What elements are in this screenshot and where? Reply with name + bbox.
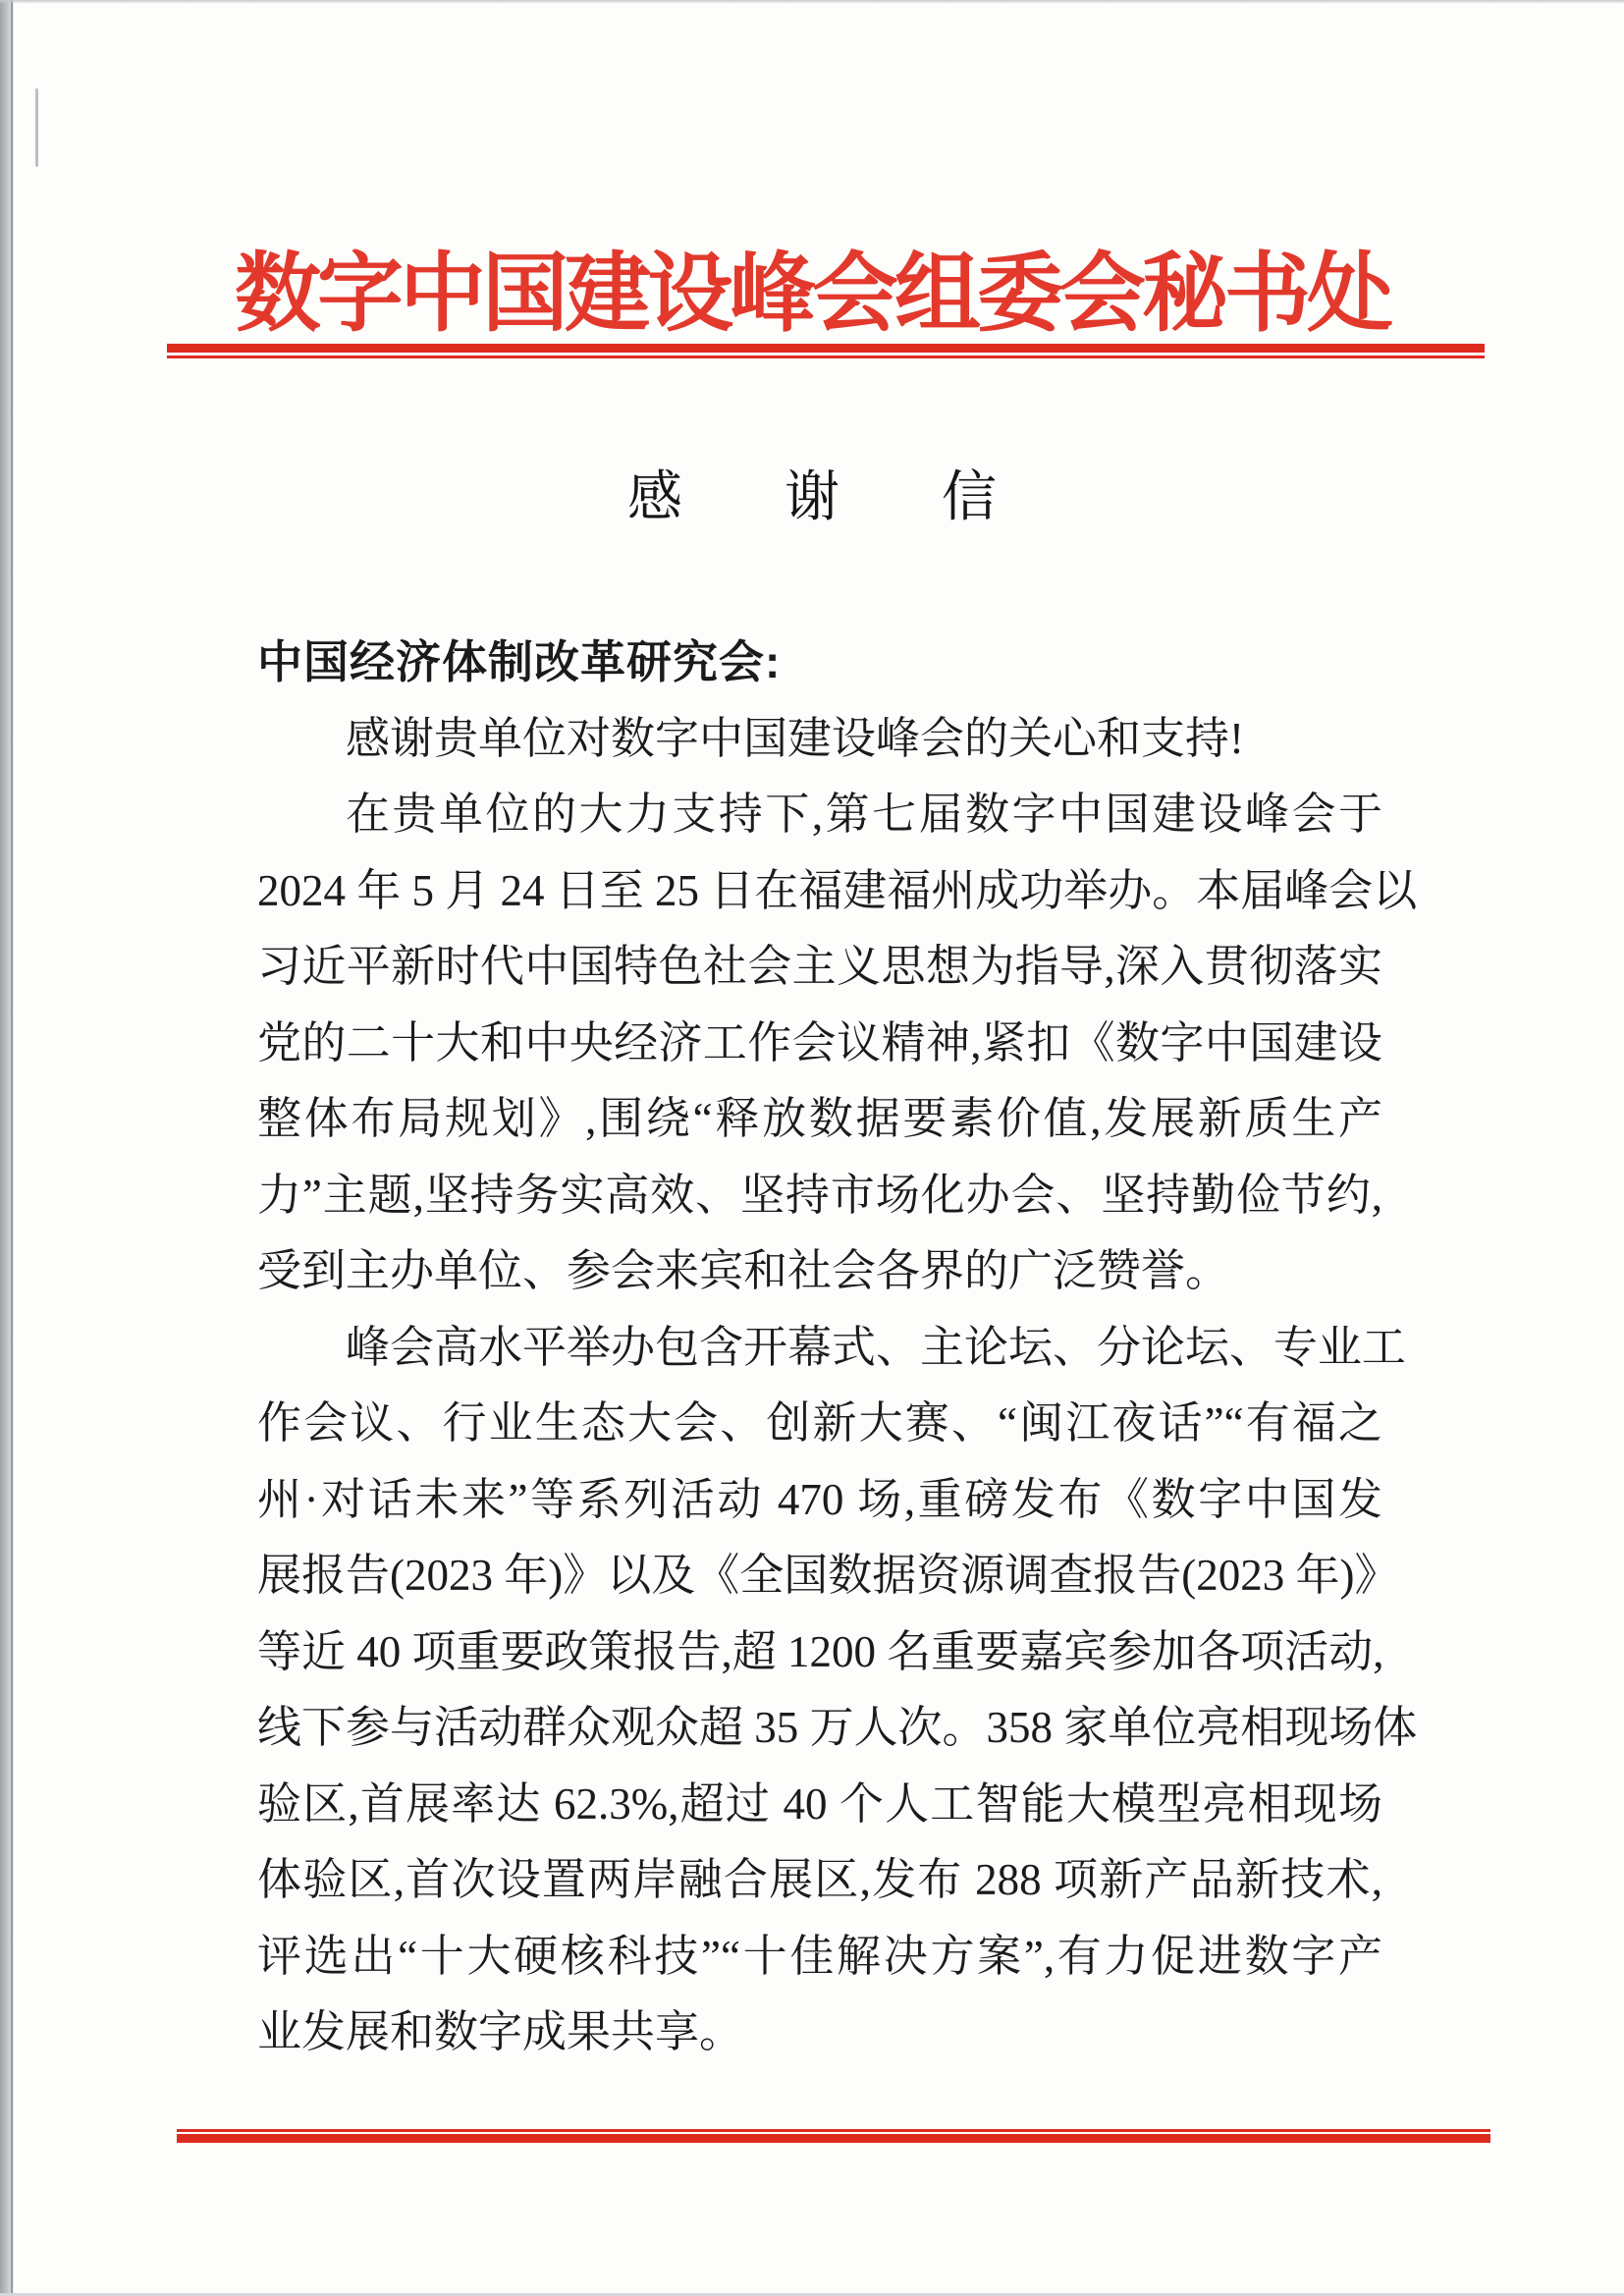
letter-line: 展报告(2023 年)》以及《全国数据资源调查报告(2023 年)》 (257, 1551, 1399, 1600)
letter-line: 整体布局规划》,围绕“释放数据要素价值,发展新质生产 (257, 1094, 1382, 1143)
letter-line: 评选出“十大硬核科技”“十佳解决方案”,有力促进数字产 (257, 1931, 1382, 1981)
letter-line: 感谢贵单位对数字中国建设峰会的关心和支持! (346, 713, 1244, 763)
letter-line: 线下参与活动群众观众超 35 万人次。358 家单位亮相现场体 (257, 1703, 1418, 1752)
letter-line: 等近 40 项重要政策报告,超 1200 名重要嘉宾参加各项活动, (257, 1626, 1384, 1676)
letterhead-rule-thin (167, 355, 1485, 358)
scan-edge-streak (35, 88, 38, 167)
letter-line: 峰会高水平举办包含开幕式、主论坛、分论坛、专业工 (346, 1322, 1407, 1372)
letter-line: 2024 年 5 月 24 日至 25 日在福建福州成功举办。本届峰会以 (257, 865, 1418, 915)
letter-line: 体验区,首次设置两岸融合展区,发布 288 项新产品新技术, (257, 1855, 1382, 1904)
letter-line: 验区,首展率达 62.3%,超过 40 个人工智能大模型亮相现场 (257, 1778, 1382, 1829)
footer-rule-thick (177, 2134, 1490, 2143)
letterhead-rule (167, 344, 1485, 358)
letter-line: 在贵单位的大力支持下,第七届数字中国建设峰会于 (346, 790, 1382, 839)
scan-edge-left-line (11, 0, 13, 2296)
letter-line: 党的二十大和中央经济工作会议精神,紧扣《数字中国建设 (257, 1017, 1382, 1067)
scan-edge-top (0, 0, 1624, 4)
letter-body (257, 625, 1418, 2071)
letterhead-rule-thick (167, 344, 1485, 353)
letter-line: 业发展和数字成果共享。 (257, 2007, 744, 2056)
letter-line: 力”主题,坚持务实高效、坚持市场化办会、坚持勤俭节约, (257, 1170, 1382, 1220)
letter-salutation: 中国经济体制改革研究会: (257, 636, 782, 687)
letterhead-org-name: 数字中国建设峰会组委会秘书处 (234, 247, 1389, 343)
letter-line: 受到主办单位、参会来宾和社会各界的广泛赞誉。 (257, 1246, 1230, 1295)
letter-line: 作会议、行业生态大会、创新大赛、“闽江夜话”“有福之 (257, 1398, 1382, 1448)
letter-line: 习近平新时代中国特色社会主义思想为指导,深入贯彻落实 (257, 942, 1382, 991)
letter-title: 感 谢 信 (627, 467, 1020, 528)
letter-line: 州·对话未来”等系列活动 470 场,重磅发布《数字中国发 (257, 1474, 1382, 1524)
footer-rule (177, 2129, 1490, 2143)
